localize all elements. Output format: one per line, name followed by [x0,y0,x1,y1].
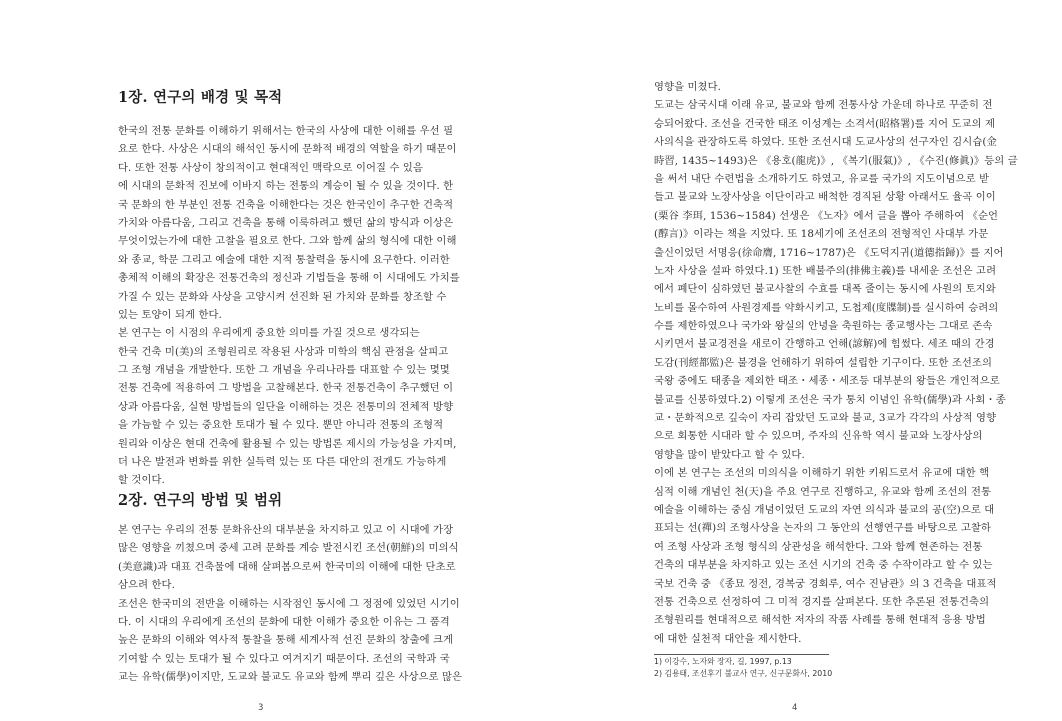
chapter2-body-line: 삼으려 한다. [118,579,175,592]
right-body-line: 여 조형 사상과 조형 형식의 상관성을 해석한다. 그와 함께 현존하는 전통 [654,540,983,553]
right-body-line: 출신이었던 서명응(徐命膺, 1716~1787)은 《도덕지귀(道德指歸)》를 지어 [654,246,1004,259]
chapter1-body-line: 와 종교, 학문 그리고 예술에 대한 지적 통찰력을 동시에 요구한다. 이러한 [118,253,450,266]
footnote-1: 1) 이강수, 노자와 장자, 길, 1997, p.13 [654,657,792,666]
chapter2-body-line: 다. 이 시대의 우리에게 조선의 문화에 대한 이해가 중요한 이유는 그 품격 [118,615,450,628]
chapter2-body-line: 조선은 한국미의 전반을 이해하는 시작점인 동시에 그 정점에 있었던 시기이 [118,597,460,610]
right-body-line: 사의식을 관장하도록 하였다. 또한 조선시대 도교사상의 선구자인 김시습(金 [654,136,997,149]
right-body-line: 도교는 삼국시대 이래 유교, 불교와 함께 전통사상 가운데 하나로 꾸준히 전 [654,99,993,112]
right-body-line: 時習, 1435~1493)은 《용호(龍虎)》, 《복기(服氣)》, 《수진(修眞)》등의 글 [654,154,1018,167]
right-body-line: 심적 이해 개념인 천(天)을 주요 연구로 진행하고, 유교와 함께 조선의 전통 [654,485,992,498]
right-body-line: (栗谷 李珥, 1536~1584) 선생은 《노자》에서 글을 뽑아 주해하여 《순언 [654,209,999,222]
right-body-line: 교・문화적으로 깊숙이 자리 잡았던 도교와 불교, 3교가 각각의 사상적 영향 [654,412,997,425]
chapter1-body-line: 본 연구는 이 시점의 우리에게 중요한 의미를 가질 것으로 생각되는 [118,327,420,340]
chapter1-body-line: 원리와 이상은 현대 건축에 활용될 수 있는 방법론 제시의 가능성을 가지며, [118,437,457,450]
footnote-divider [654,654,829,655]
chapter2-body-line: 교는 유학(儒學)이지만, 도교와 불교도 유교와 함께 뿌리 깊은 사상으로 많은 [118,671,463,684]
right-body-line: 을 써서 내단 수련법을 소개하기도 하였고, 유교를 국가의 지도이념으로 받 [654,172,990,185]
chapter1-body-line: 할 것이다. [118,474,165,487]
chapter1-body-line: 요로 한다. 사상은 시대의 해석인 동시에 문화적 배경의 역할을 하기 때문이 [118,143,457,156]
chapter1-body-line: 을 가늠할 수 있는 중요한 토대가 될 수 있다. 뿐만 아니라 전통의 조형적 [118,419,444,432]
chapter2-body [118,521,513,687]
chapter1-body-line: 한국 건축 미(美)의 조형원리로 작용된 사상과 미학의 핵심 관점을 살피고 [118,345,449,358]
right-body-line: 으로 회통한 시대라 할 수 있으며, 주자의 신유학 역시 불교와 노장사상의 [654,430,983,443]
chapter1-body-line: 상과 아름다움, 실현 방법들의 일단을 이해하는 것은 전통미의 전체적 방향 [118,400,454,413]
chapter2-body-line: 높은 문화의 이해와 역사적 통찰을 통해 세계사적 선진 문화의 창출에 크게 [118,634,454,647]
chapter1-body-line: 있는 토양이 되게 한다. [118,308,222,321]
chapter2-body-line: (美意識)과 대표 건축물에 대해 살펴봄으로써 한국미의 이해에 대한 단초로 [118,560,456,573]
chapter1-body-line: 국 문화의 한 부분인 전통 건축을 이해한다는 것은 한국인이 추구한 건축적 [118,198,454,211]
chapter1-body-line: 총체적 이해의 확장은 전통건축의 정신과 기법들을 통해 이 시대에도 가치를 [118,272,460,285]
page-number-right: 4 [792,703,798,713]
chapter1-body-line: 가치와 아름다움, 그리고 건축을 통해 이룩하려고 했던 삶의 방식과 이상은 [118,216,454,229]
footnote-2: 2) 김용태, 조선후기 불교사 연구, 신구문화사, 2010 [654,669,833,678]
right-body-line: 전통 건축으로 선정하여 그 미적 경지를 살펴본다. 또한 추론된 전통건축의 [654,595,990,608]
page-number-left: 3 [258,703,264,713]
chapter1-heading: 1장. 연구의 배경 및 목적 [118,89,283,106]
right-body-line: 노비를 몰수하여 사원경제를 약화시키고, 도첩제(度牒制)를 실시하여 승려의 [654,301,999,314]
chapter2-body-line: 기여할 수 있는 토대가 될 수 있다고 여겨지기 때문이다. 조선의 국학과 국 [118,652,450,665]
chapter1-body-line: 더 나은 발전과 변화를 위한 실득력 있는 또 다른 대안의 전개도 가능하게 [118,456,447,469]
chapter1-body-line: 그 조형 개념을 개발한다. 또한 그 개념을 우리나라를 대표할 수 있는 몇몇 [118,364,450,377]
chapter1-body-line: 전통 건축에 적용하여 그 방법을 고찰해본다. 한국 전통건축이 추구했던 이 [118,382,454,395]
right-page [531,0,1062,721]
right-body-line: 국왕 중에도 태종을 제외한 태조・세종・세조등 대부분의 왕들은 개인적으로 [654,375,1000,388]
right-body-line: 표되는 선(禪)의 조형사상을 논자의 그 동안의 선행연구를 바탕으로 고찰하 [654,522,991,535]
right-body-line: (醇言)》이라는 책을 지었다. 또 18세기에 조선조의 전형적인 사대부 가문 [654,228,989,241]
chapter2-body-line: 본 연구는 우리의 전통 문화유산의 대부분을 차지하고 있고 이 시대에 가장 [118,524,454,536]
right-body-line: 국보 건축 중 《종묘 정전, 경복궁 경회루, 여수 진남관》의 3 건축을 대표적 [654,577,997,590]
right-body-line: 시키면서 불교경전을 새로이 간행하고 언해(諺解)에 힘썼다. 세조 때의 간경 [654,338,995,351]
chapter1-body-line: 무엇이었는가에 대한 고찰을 필요로 한다. 그와 함께 삶의 형식에 대한 이해 [118,235,457,248]
chapter1-body [118,122,513,490]
chapter1-body-line: 다. 또한 전통 사상이 창의적이고 현대적인 맥락으로 이어질 수 있음 [118,161,423,174]
right-body-line: 건축의 대부분을 차지하고 있는 조선 시기의 건축 중 수작이라고 할 수 있는 [654,559,993,572]
right-body-line: 예술을 이해하는 중심 개념이었던 도교의 자연 의식과 불교의 공(空)으로 대 [654,503,995,516]
right-body-line: 도감(刊經都監)은 불경을 언해하기 위하여 설립한 기구이다. 또한 조선조의 [654,356,993,369]
right-body-line: 승되어왔다. 조선을 건국한 태조 이성계는 소격서(昭格署)를 지어 도교의 제 [654,117,996,130]
right-body-line: 노자 사상을 설파 하였다.1) 또한 배불주의(排佛主義)를 내세운 조선은 고려 [654,264,997,277]
right-body-line: 영향을 많이 받았다고 할 수 있다. [654,448,805,461]
right-body [654,78,1046,648]
chapter2-heading: 2장. 연구의 방법 및 범위 [118,492,283,509]
chapter1-body-line: 가질 수 있는 문화와 사상을 고양시켜 선진화 된 가치와 문화를 창조할 수 [118,290,447,303]
right-body-line: 영향을 미쳤다. [654,81,722,93]
chapter1-body-line: 에 시대의 문화적 진보에 이바지 하는 전통의 계승이 될 수 있을 것이다. 한 [118,180,454,193]
right-body-line: 에 대한 실천적 대안을 제시한다. [654,632,802,645]
right-body-line: 수를 제한하였으나 국가와 왕실의 안녕을 축원하는 종교행사는 그대로 존속 [654,320,993,333]
right-body-line: 조형원리를 현대적으로 해석한 저자의 작품 사례를 통해 현대적 응용 방법 [654,614,986,627]
chapter2-body-line: 많은 영향을 끼쳤으며 중세 고려 문화를 계승 발전시킨 조선(朝鮮)의 미의식 [118,542,459,555]
right-body-line: 들고 불교와 노장사상을 이단이라고 배척한 경직된 상황 아래서도 율곡 이이 [654,191,996,204]
right-body-line: 불교를 신봉하였다.2) 이렇게 조선은 국가 통치 이념인 유학(儒學)과 사회・종 [654,393,1006,406]
chapter1-body-line: 한국의 전통 문화를 이해하기 위해서는 한국의 사상에 대한 이해를 우선 필 [118,125,454,137]
right-body-line: 에서 폐단이 심하였던 불교사찰의 수효를 대폭 줄이는 동시에 사원의 토지와 [654,283,996,296]
right-body-line: 이에 본 연구는 조선의 미의식을 이해하기 위한 키워드로서 유교에 대한 핵 [654,467,990,480]
